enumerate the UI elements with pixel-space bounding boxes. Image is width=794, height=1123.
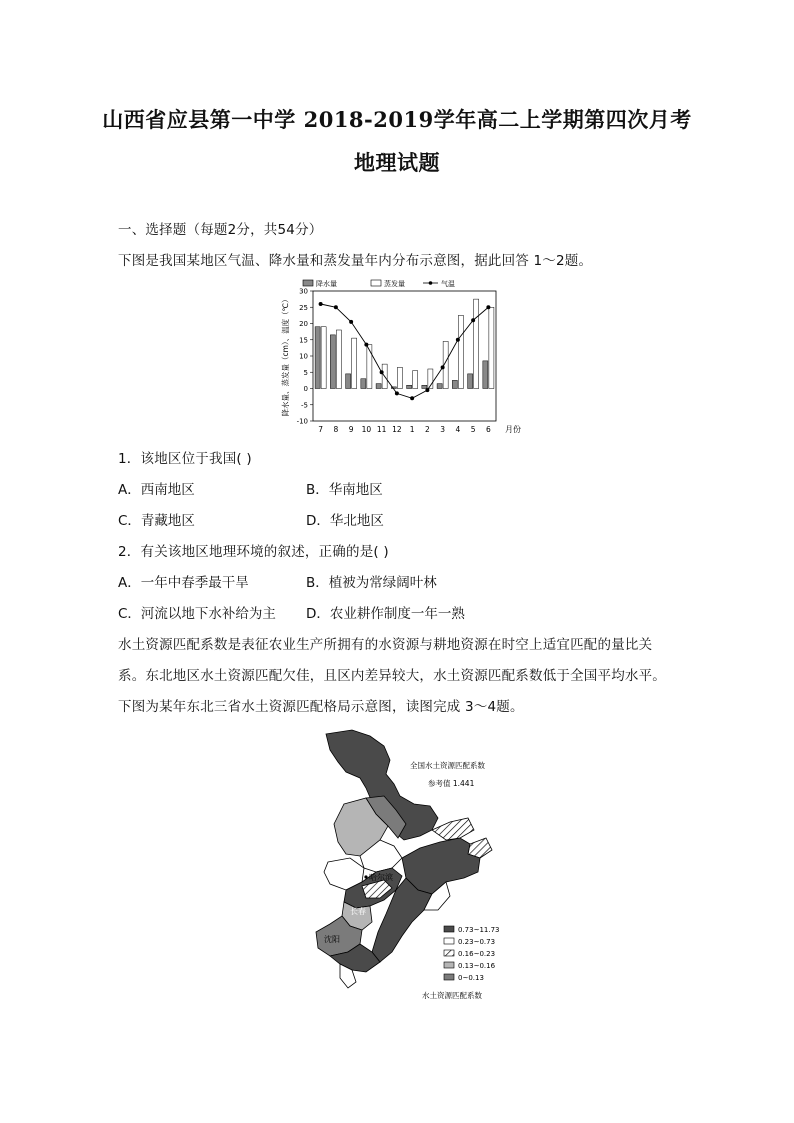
- temperature-point: [395, 391, 399, 395]
- x-tick-label: 9: [348, 425, 354, 434]
- bar-evaporation: [489, 307, 494, 388]
- y-axis-label: 降水量、蒸发量（cm）、温度（℃）: [281, 295, 290, 417]
- legend-swatch-5: [444, 974, 454, 980]
- legend-swatch-2: [444, 938, 454, 944]
- q2-option-d: D．农业耕作制度一年一熟: [306, 606, 465, 622]
- bar-precipitation: [437, 384, 442, 389]
- q1-option-b: B．华南地区: [306, 482, 383, 498]
- exam-title-line1: 山西省应县第一中学 2018-2019学年高二上学期第四次月考: [102, 107, 692, 132]
- bar-precipitation: [376, 384, 381, 389]
- chart-legend: [303, 279, 455, 288]
- map-ref-value: 参考值 1.441: [428, 779, 475, 788]
- x-tick-label: 6: [485, 425, 491, 434]
- x-tick-label: 1: [409, 425, 415, 434]
- passage-line-3: 下图为某年东北三省水土资源匹配格局示意图，读图完成 3～4题。: [118, 699, 524, 715]
- y-tick-label: 30: [299, 287, 308, 296]
- bar-precipitation: [407, 385, 412, 388]
- legend-swatch-evap: [371, 280, 381, 286]
- temperature-point: [471, 318, 475, 322]
- legend-label-4: 0.13~0.16: [458, 962, 496, 970]
- chart-intro: 下图是我国某地区气温、降水量和蒸发量年内分布示意图，据此回答 1～2题。: [118, 253, 593, 269]
- passage-line-1: 水土资源匹配系数是表征农业生产所拥有的水资源与耕地资源在时空上适宜匹配的量比关: [118, 637, 653, 653]
- x-tick-label: 5: [470, 425, 476, 434]
- bar-precipitation: [330, 335, 335, 389]
- city-harbin: 哈尔滨: [369, 873, 393, 882]
- x-tick-label: 12: [392, 425, 402, 434]
- q1-option-a: A．西南地区: [118, 482, 195, 498]
- temperature-point: [410, 396, 414, 400]
- bar-precipitation: [483, 361, 488, 389]
- legend-swatch-3: [444, 950, 454, 956]
- temperature-point: [456, 338, 460, 342]
- x-tick-label: 4: [455, 425, 461, 434]
- bar-evaporation: [413, 371, 418, 389]
- legend-label-evap: 蒸发量: [384, 280, 405, 288]
- temperature-points: [319, 302, 491, 400]
- map-legend-title: 水土资源匹配系数: [422, 991, 482, 1000]
- x-tick-label: 7: [318, 425, 324, 434]
- x-tick-label: 2: [424, 425, 430, 434]
- q1-option-c: C．青藏地区: [118, 513, 195, 529]
- bar-precipitation: [361, 379, 366, 389]
- map-legend: [422, 926, 500, 1000]
- bar-precipitation: [346, 374, 351, 389]
- legend-swatch-4: [444, 962, 454, 968]
- q2-option-a: A．一年中春季最干旱: [118, 575, 249, 591]
- q1-stem: 1．该地区位于我国( ): [118, 451, 252, 467]
- x-tick-label: 8: [333, 425, 339, 434]
- bar-evaporation: [367, 345, 372, 389]
- water-land-map: [300, 726, 530, 1006]
- temperature-point: [319, 302, 323, 306]
- legend-label-temp: 气温: [441, 280, 455, 288]
- legend-label-3: 0.16~0.23: [458, 950, 496, 958]
- q2-option-c: C．河流以地下水补给为主: [118, 606, 276, 622]
- legend-label-2: 0.23~0.73: [458, 938, 496, 946]
- temperature-point: [486, 305, 490, 309]
- y-tick-label: 15: [299, 336, 308, 345]
- y-ticks: [297, 288, 313, 426]
- y-tick-label: 10: [299, 352, 308, 361]
- temperature-point: [441, 365, 445, 369]
- y-tick-label: 25: [299, 303, 308, 312]
- temperature-point: [364, 343, 368, 347]
- temperature-point: [349, 320, 353, 324]
- legend-label-5: 0~0.13: [458, 974, 484, 982]
- climate-chart: [275, 276, 525, 436]
- bar-evaporation: [321, 327, 326, 389]
- bar-evaporation: [336, 330, 341, 389]
- bar-precipitation: [422, 385, 427, 388]
- section-heading: 一、选择题（每题2分，共54分）: [118, 222, 323, 238]
- x-tick-label: 11: [376, 425, 387, 434]
- y-tick-label: -5: [301, 401, 308, 410]
- y-tick-label: 20: [299, 320, 308, 328]
- x-tick-label: 10: [361, 425, 372, 434]
- bar-evaporation: [474, 299, 479, 388]
- legend-swatch-precip: [303, 280, 313, 286]
- passage-line-2: 系。东北地区水土资源匹配欠佳，且区内差异较大，水土资源匹配系数低于全国平均水平。: [118, 668, 666, 684]
- y-tick-label: -10: [296, 417, 308, 426]
- q2-option-b: B．植被为常绿阔叶林: [306, 575, 437, 591]
- x-ticks: [318, 425, 491, 434]
- harbin-marker: [364, 875, 367, 878]
- q2-stem: 2．有关该地区地理环境的叙述，正确的是( ): [118, 544, 389, 560]
- bar-evaporation: [352, 338, 357, 388]
- map-region-ne-hatch: [432, 818, 474, 840]
- x-unit-label: 月份: [505, 425, 521, 434]
- y-tick-label: 5: [303, 368, 308, 377]
- city-changchun: 长春: [350, 907, 366, 916]
- legend-swatch-1: [444, 926, 454, 932]
- bar-precipitation: [468, 374, 473, 389]
- temperature-point: [380, 370, 384, 374]
- exam-title-line2: 地理试题: [354, 150, 440, 175]
- map-ref-title: 全国水土资源匹配系数: [410, 761, 485, 770]
- y-tick-label: 0: [303, 385, 308, 393]
- bar-precipitation: [452, 380, 457, 388]
- city-shenyang: 沈阳: [324, 935, 340, 944]
- temperature-point: [334, 305, 338, 309]
- temperature-point: [425, 388, 429, 392]
- legend-label-precip: 降水量: [316, 280, 337, 288]
- bar-evaporation: [397, 367, 402, 388]
- legend-marker-temp: [429, 281, 433, 285]
- bar-precipitation: [315, 327, 320, 389]
- legend-label-1: 0.73~11.73: [458, 926, 500, 934]
- q1-option-d: D．华北地区: [306, 513, 384, 529]
- x-tick-label: 3: [440, 425, 446, 434]
- bar-evaporation: [458, 315, 463, 388]
